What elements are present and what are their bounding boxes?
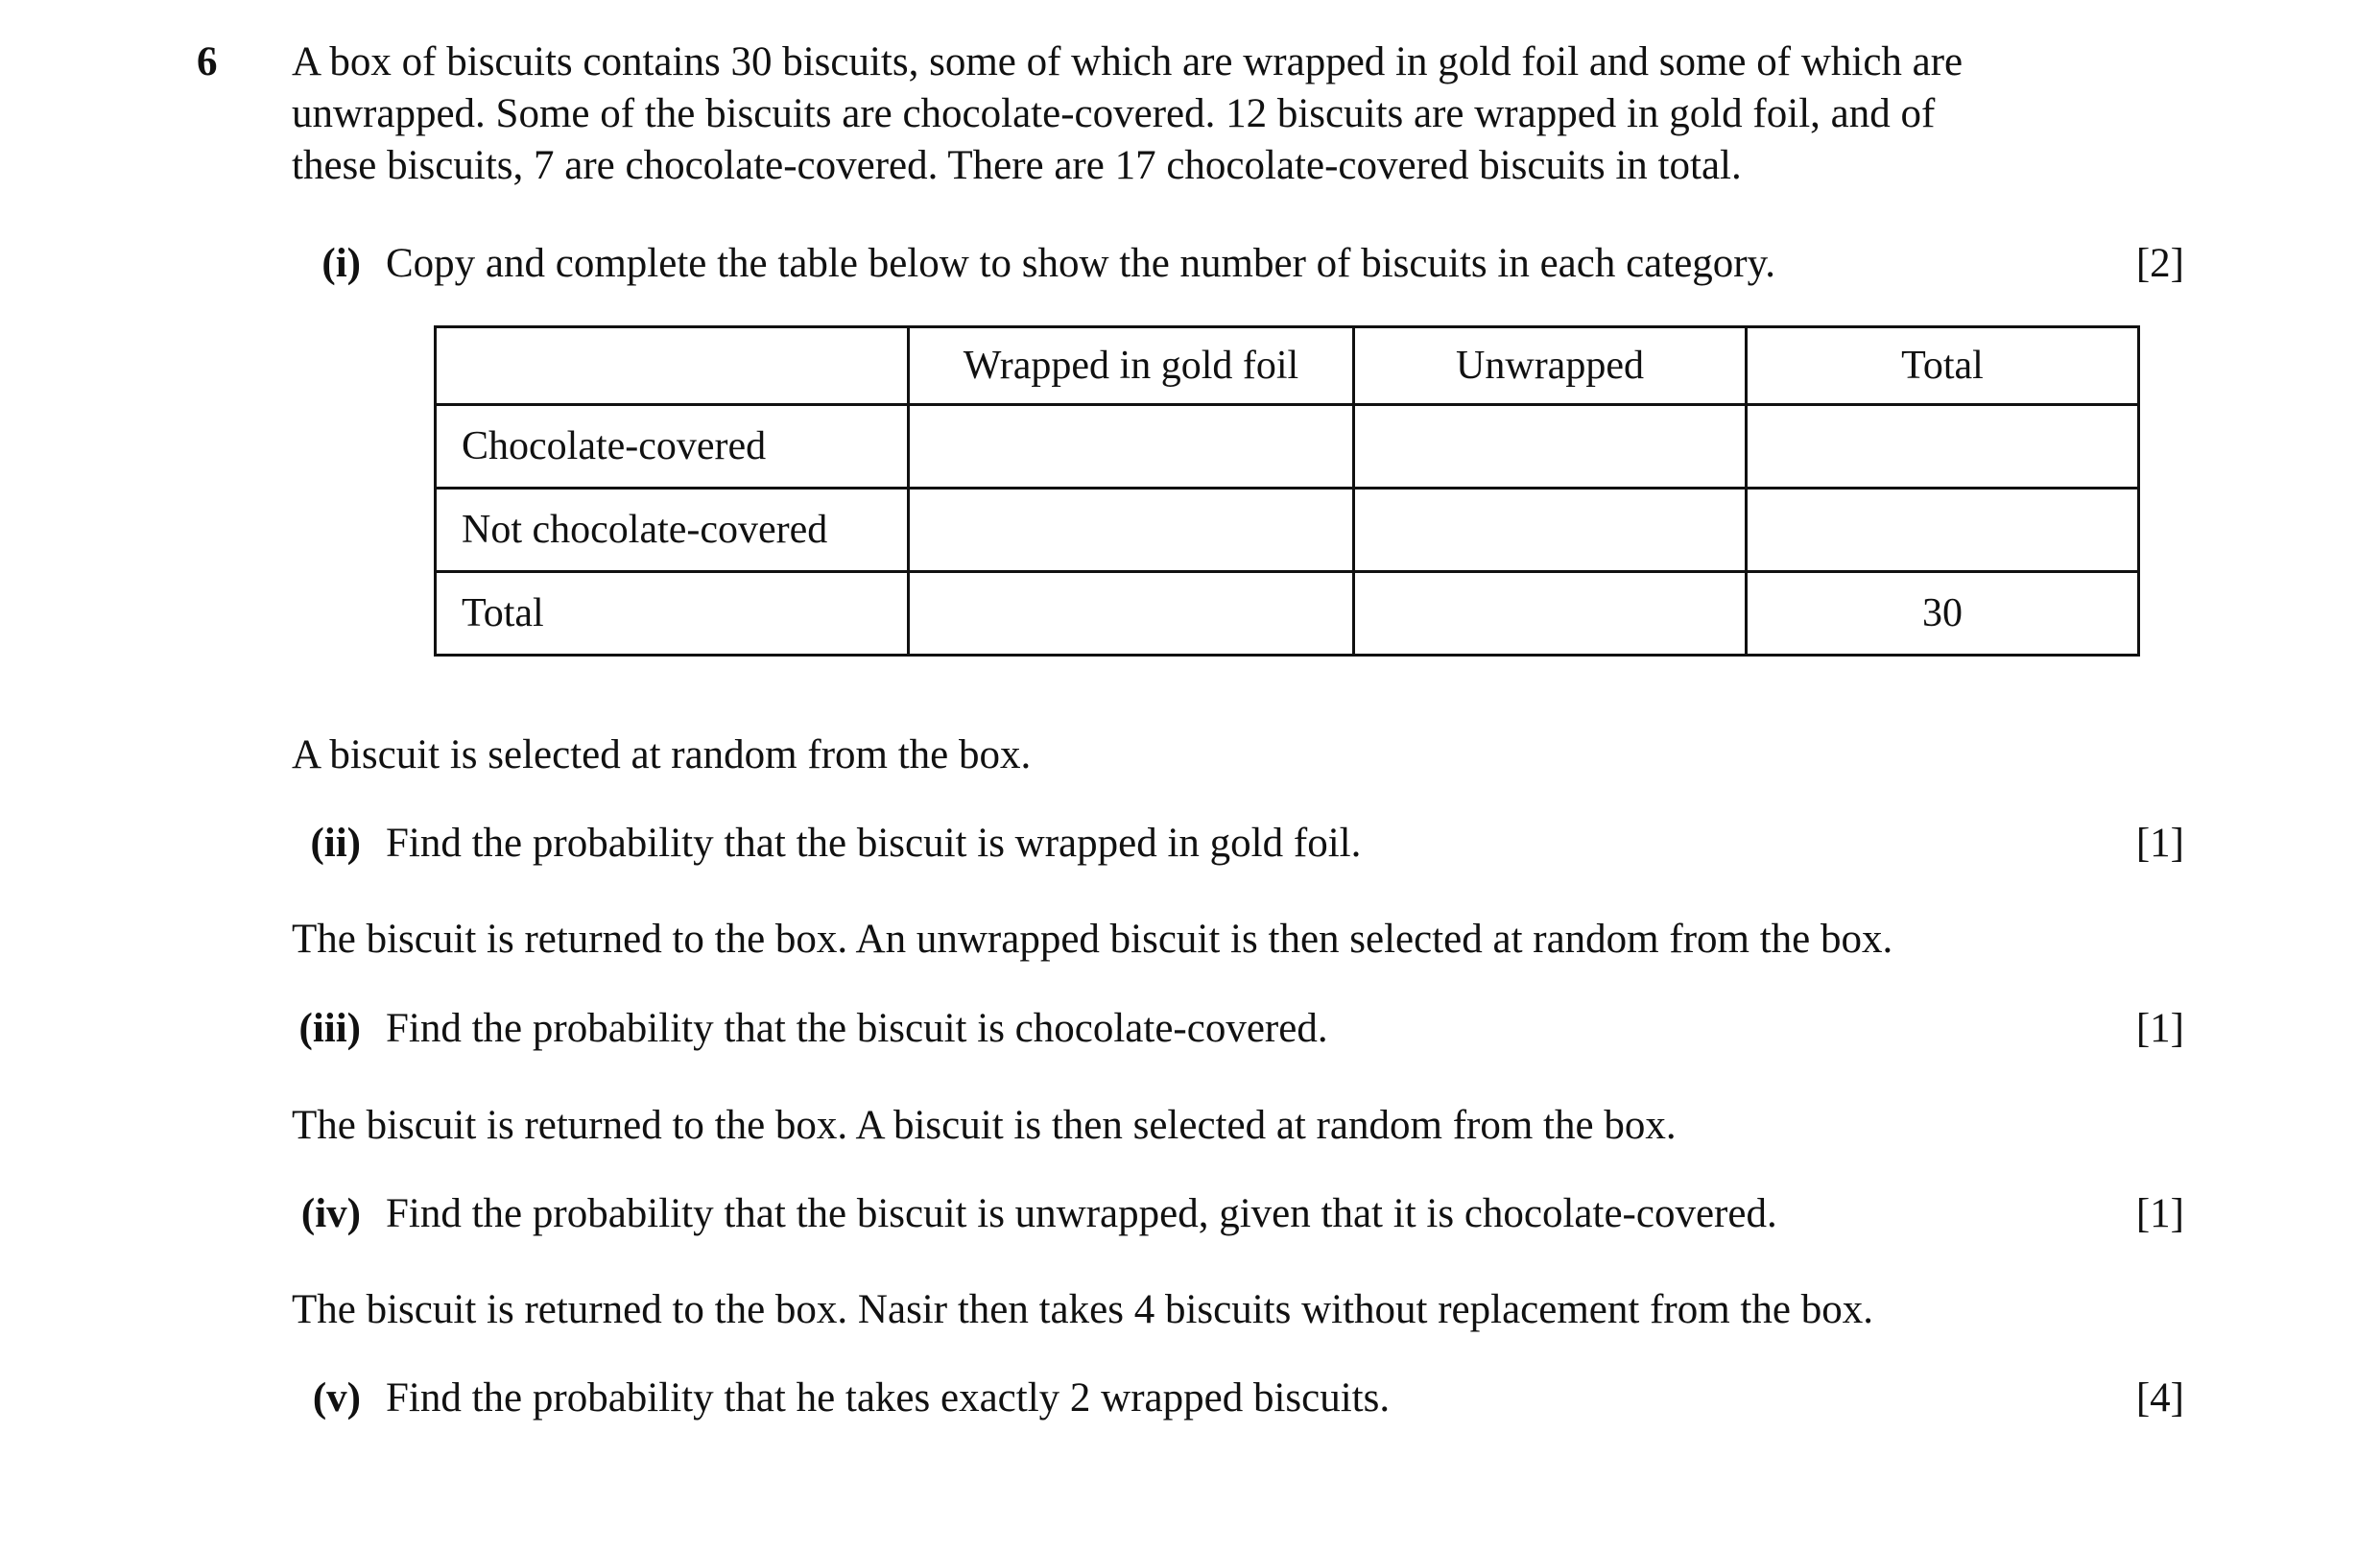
stem-text: The biscuit is returned to the box. An unwrapped biscuit is then selected at random from the box. [292,917,1893,962]
table-cell [909,405,1354,489]
question-number: 6 [197,39,218,84]
marks-badge: [1] [2135,1191,2184,1236]
marks-badge: [2] [2135,241,2184,286]
part-label: (v) [312,1375,361,1421]
table-header-row [436,327,2139,405]
part-iii [0,1003,2380,1057]
marks-badge: [4] [2135,1375,2184,1421]
table-cell [909,489,1354,572]
table-cell [1747,489,2139,572]
part-text: Find the probability that he takes exactly 2 wrapped biscuits. [386,1375,1391,1421]
table-row-label: Chocolate-covered [436,405,909,489]
part-label: (iv) [300,1191,361,1236]
part-text: Find the probability that the biscuit is chocolate-covered. [386,1006,1328,1051]
table-cell [1747,405,2139,489]
table-cell [909,572,1354,656]
part-text: Find the probability that the biscuit is wrapped in gold foil. [386,821,1362,866]
part-i [0,238,2380,292]
table-row [436,572,2139,656]
part-label: (iii) [298,1006,361,1051]
table-cell: 30 [1747,572,2139,656]
stem-text: A biscuit is selected at random from the box. [292,732,1032,777]
part-label: (i) [321,241,361,286]
intro-line: unwrapped. Some of the biscuits are chocolate-covered. 12 biscuits are wrapped in gold foil, and of [292,91,1936,136]
stem-text: The biscuit is returned to the box. Nasir then takes 4 biscuits without replacement from the box. [292,1287,1873,1332]
table-row-label: Not chocolate-covered [436,489,909,572]
stem-text: The biscuit is returned to the box. A biscuit is then selected at random from the box. [292,1103,1677,1148]
marks-badge: [1] [2135,821,2184,866]
marks-badge: [1] [2135,1006,2184,1051]
question-intro [292,36,2211,192]
table-row [436,405,2139,489]
table-row-label: Total [436,572,909,656]
intro-line: these biscuits, 7 are chocolate-covered. There are 17 chocolate-covered biscuits in total. [292,143,1742,188]
table-cell [1354,572,1747,656]
intro-line: A box of biscuits contains 30 biscuits, some of which are wrapped in gold foil and some of which are [292,39,1964,84]
part-label: (ii) [310,821,361,866]
table-header-cell: Unwrapped [1354,327,1747,405]
part-v [0,1373,2380,1426]
table-header-cell: Wrapped in gold foil [909,327,1354,405]
part-text: Copy and complete the table below to show the number of biscuits in each category. [386,241,1776,286]
table-header-cell: Total [1747,327,2139,405]
part-iv [0,1188,2380,1242]
table-row [436,489,2139,572]
part-text: Find the probability that the biscuit is unwrapped, given that it is chocolate-covered. [386,1191,1777,1236]
category-table [434,325,2140,657]
table-cell [1354,405,1747,489]
table-header-cell [436,327,909,405]
table-cell [1354,489,1747,572]
part-ii [0,818,2380,872]
